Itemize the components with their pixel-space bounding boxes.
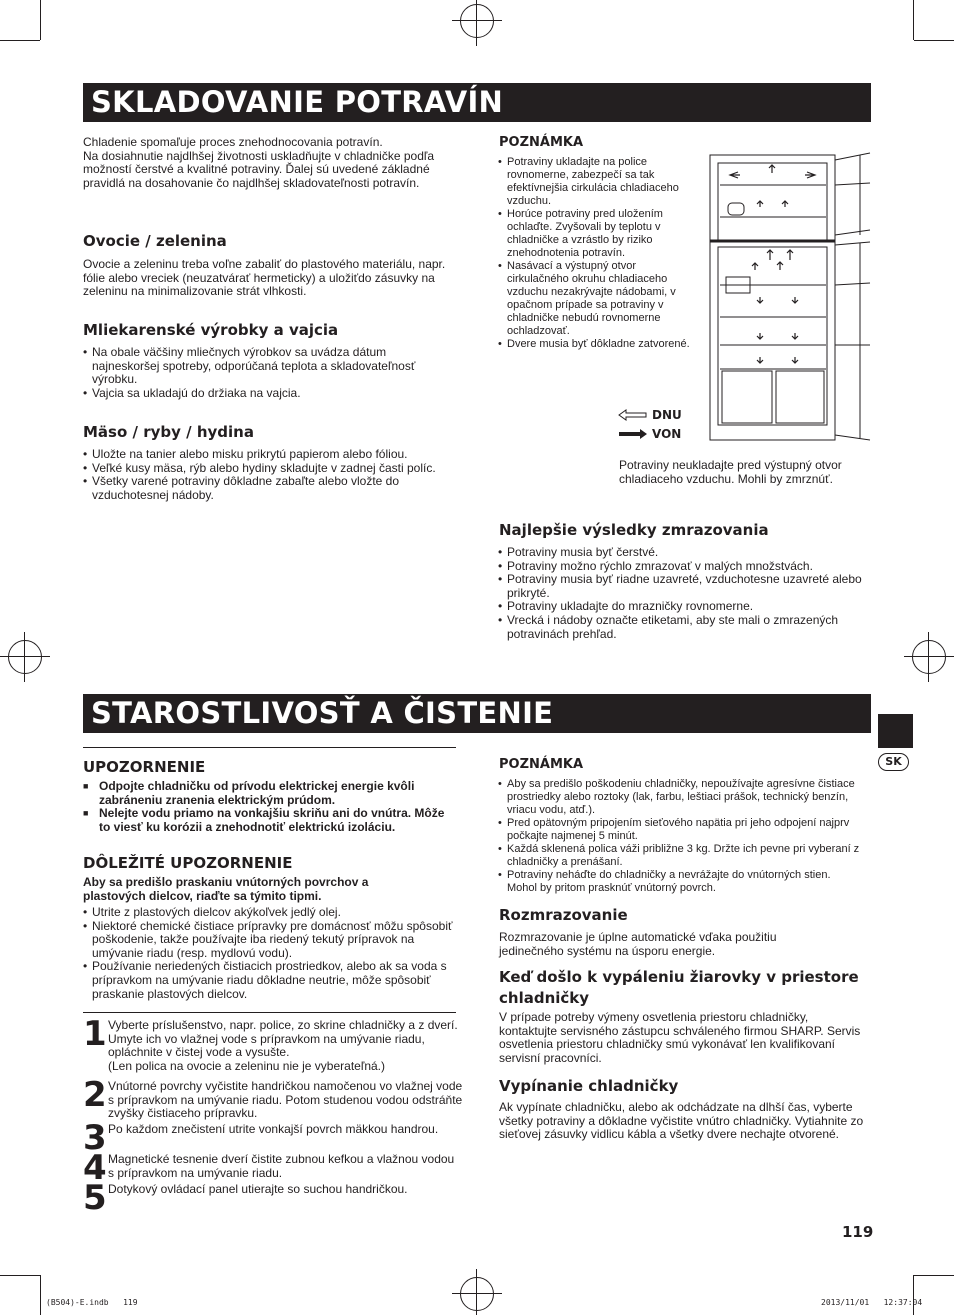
- step-4: [83, 1148, 463, 1188]
- step-text: Dotykový ovládací panel utierajte so suchou handričkou.: [108, 1182, 408, 1196]
- language-tab-block: [878, 714, 913, 748]
- warning-heading: UPOZORNENIE: [83, 758, 206, 776]
- list-item: • Vrecká i nádoby označte etiketami, aby ste mali o zmrazených potravinách prehľad.: [498, 614, 872, 641]
- print-timestamp: 2013/11/01 12:37:04: [821, 1298, 923, 1307]
- language-badge: SK: [878, 753, 909, 771]
- bulb-heading: Keď došlo k vypáleniu žiarovky v priestore chladničky: [499, 968, 859, 1007]
- list-item: • Používanie neriedených čistiacich prostriedkov, alebo ak sa voda s prípravkom na umývanie riadu dôkladne neutrie, môže spôsobiť praskanie plastových dielcov.: [83, 960, 456, 1001]
- step-number: 4: [83, 1148, 107, 1188]
- list-item: • Potraviny musia byť riadne uzavreté, vzduchotesne uzavreté alebo prikryté.: [498, 573, 872, 600]
- registration-mark: [460, 1277, 494, 1311]
- list-item: • Pred opätovným pripojením sieťového napätia pri jeho odpojení najprv počkajte najmenej 5 minút.: [498, 817, 863, 843]
- list-item: • Potraviny ukladajte do mrazničky rovnomerne.: [498, 600, 872, 614]
- bulb-text: V prípade potreby výmeny osvetlenia priestoru chladničky, kontaktujte servisného zástupcu schváleného firmou SHARP. Servis osvetlenia priestoru chladničky smú vykonávať len kvalifikovaní servisní pracovníci.: [499, 1010, 861, 1065]
- registration-mark: [8, 640, 42, 674]
- care-note-heading: POZNÁMKA: [499, 757, 584, 772]
- legend-out-label: VON: [652, 427, 682, 441]
- step-number: 3: [83, 1118, 107, 1158]
- meat-heading: Mäso / ryby / hydina: [83, 423, 254, 441]
- list-item: ■ Odpojte chladničku od prívodu elektrickej energie kvôli zabráneniu zranenia elektrickým prúdom.: [83, 780, 456, 807]
- list-item: • Potraviny musia byť čerstvé.: [498, 546, 872, 560]
- care-note-list: [498, 778, 863, 895]
- step-number: 1: [83, 1014, 107, 1054]
- switch-off-text: Ak vypínate chladničku, alebo ak odchádzate na dlhší čas, vyberte všetky potraviny a dôkladne vyčistite vnútro chladničky. Vytiahnite zo sieťovej zásuvky vidlicu kábla a všetky dvere nechajte otvorené.: [499, 1100, 864, 1142]
- meat-list: [83, 448, 455, 502]
- arrow-left-outline-icon: [618, 409, 648, 421]
- dairy-list: [83, 346, 455, 400]
- dairy-heading: Mliekarenské výrobky a vajcia: [83, 321, 339, 339]
- step-5: [83, 1178, 463, 1218]
- fridge-airflow-illustration: [700, 145, 872, 445]
- step-text: Vyberte príslušenstvo, napr. police, zo skrine chladničky a z dverí. Umyte ich vo vlažnej vode s prípravkom na umývanie riadu, opláchnite v čistej vode a vysušte.: [108, 1018, 458, 1060]
- registration-mark: [460, 4, 494, 38]
- list-item: • Veľké kusy mäsa, rýb alebo hydiny skladujte v zadnej časti políc.: [83, 462, 455, 476]
- defrost-heading: Rozmrazovanie: [499, 906, 628, 924]
- list-item: • Všetky varené potraviny dôkladne zabaľte alebo vložte do vzduchotesnej nádoby.: [83, 475, 455, 502]
- list-item: • Každá sklenená polica váži približne 3 kg. Držte ich pevne pri vyberaní z chladničky a prenášaní.: [498, 843, 863, 869]
- crop-mark: [40, 0, 41, 40]
- file-info: (B504)-E.indb 119: [46, 1298, 138, 1307]
- crop-mark: [914, 40, 954, 41]
- fruit-text: Ovocie a zeleninu treba voľne zabaliť do plastového materiálu, napr. fólie alebo vreciek (neuzatvárať hermeticky) a uložiťdo zásuvky na zeleninu na minimalizovanie strát vlhkosti.: [83, 257, 446, 299]
- warning-list: [83, 780, 456, 834]
- defrost-text: Rozmrazovanie je úplne automatické vďaka použitiu jedinečného systému na úsporu energie.: [499, 930, 777, 958]
- page-number: 119: [842, 1223, 874, 1241]
- arrow-right-solid-icon: [618, 428, 648, 440]
- important-lead: Aby sa predišlo praskaniu vnútorných povrchov a plastových dielcov, riaďte sa týmito tipmi.: [83, 875, 369, 903]
- divider: [83, 1012, 456, 1013]
- list-item: ■ Nelejte vodu priamo na vonkajšiu skriňu ani do vnútra. Môže to viesť ku korózii a znehodnotiť elektrickú izoláciu.: [83, 807, 456, 834]
- freeze-heading: Najlepšie výsledky zmrazovania: [499, 521, 769, 539]
- list-item: • Aby sa predišlo poškodeniu chladničky, nepoužívajte agresívne čistiace prostriedky alebo roztoky (lak, farbu, leštiaci prášok, technický benzín, vriacu vodu, atď.).: [498, 778, 863, 817]
- step-2: [83, 1075, 463, 1121]
- section-title-storage: SKLADOVANIE POTRAVÍN: [83, 83, 871, 122]
- step-text: Vnútorné povrchy vyčistite handričkou namočenou vo vlažnej vode s prípravkom na umývanie riadu. Potom studenou vodou odstráňte zvyšky čistiaceho prípravku.: [108, 1079, 463, 1121]
- crop-mark: [0, 40, 40, 41]
- list-item: • Potraviny možno rýchlo zmrazovať v malých množstvách.: [498, 560, 872, 574]
- crop-mark: [0, 1275, 40, 1276]
- illustration-caption: Potraviny neukladajte pred výstupný otvor chladiaceho vzduchu. Mohli by zmrznúť.: [619, 458, 842, 486]
- list-item: • Dvere musia byť dôkladne zatvorené.: [498, 338, 696, 351]
- crop-mark: [40, 1275, 41, 1315]
- important-heading: DÔLEŽITÉ UPOZORNENIE: [83, 854, 293, 872]
- important-list: [83, 906, 456, 1001]
- registration-mark: [912, 640, 946, 674]
- freeze-list: [498, 546, 872, 641]
- section-title-care: STAROSTLIVOSŤ A ČISTENIE: [83, 694, 871, 733]
- list-item: • Niektoré chemické čistiace prípravky pre domácnosť môžu spôsobiť poškodenie, takže používajte iba riedený tekutý prípravok na umývanie riadu (resp. mydlovú vodu).: [83, 920, 456, 961]
- step-1: [83, 1014, 463, 1073]
- step-3: [83, 1118, 463, 1158]
- list-item: • Uložte na tanier alebo misku prikrytú papierom alebo fóliou.: [83, 448, 455, 462]
- step-number: 2: [83, 1075, 107, 1115]
- crop-mark: [913, 0, 914, 40]
- step-text: Magnetické tesnenie dverí čistite zubnou kefkou a vlažnou vodou s prípravkom na umývanie riadu.: [108, 1152, 455, 1180]
- list-item: • Vajcia sa ukladajú do držiaka na vajcia.: [83, 387, 455, 401]
- legend-in-label: DNU: [652, 408, 682, 422]
- list-item: • Potraviny neháďte do chladničky a nevrážajte do vnútorných stien. Mohol by pritom prasknúť vnútorný povrch.: [498, 869, 863, 895]
- switch-off-heading: Vypínanie chladničky: [499, 1077, 679, 1095]
- storage-intro: Chladenie spomaľuje proces znehodnocovania potravín. Na dosiahnutie najdlhšej životnosti uskladňujte v chladničke podľa možností čerstvé a kvalitné potraviny. Ďalej sú uvedené základné pravidlá na dosahovanie čo najdlhšej skladovateľnosti potravín.: [83, 135, 435, 190]
- list-item: • Utrite z plastových dielcov akýkoľvek jedlý olej.: [83, 906, 456, 920]
- step-number: 5: [83, 1178, 107, 1218]
- list-item: • Na obale väčšiny mliečnych výrobkov sa uvádza dátum najneskoršej spotreby, odporúčaná teplota a skladovateľnosť výrobku.: [83, 346, 455, 387]
- note-heading: POZNÁMKA: [499, 135, 584, 150]
- note-list: [498, 156, 696, 351]
- fruit-heading: Ovocie / zelenina: [83, 232, 227, 250]
- step-text: Po každom znečistení utrite vonkajší povrch mäkkou handrou.: [108, 1122, 439, 1136]
- list-item: • Nasávací a výstupný otvor cirkulačného okruhu chladiaceho vzduchu nezakrývajte nádobami, v opačnom prípade sa potraviny v chladničke nebudú rovnomerne ochladzovať.: [498, 260, 696, 338]
- crop-mark: [914, 1275, 954, 1276]
- list-item: • Potraviny ukladajte na police rovnomerne, zabezpečí sa tak efektívnejšia cirkulácia chladiaceho vzduchu.: [498, 156, 696, 208]
- crop-mark: [913, 1275, 914, 1315]
- divider: [83, 747, 456, 748]
- list-item: • Horúce potraviny pred uložením ochlaďte. Zvyšovali by teplotu v chladničke a vzrástlo by riziko znehodnotenia potravín.: [498, 208, 696, 260]
- step-subtext: (Len polica na ovocie a zeleninu nie je vyberateľná.): [108, 1058, 386, 1073]
